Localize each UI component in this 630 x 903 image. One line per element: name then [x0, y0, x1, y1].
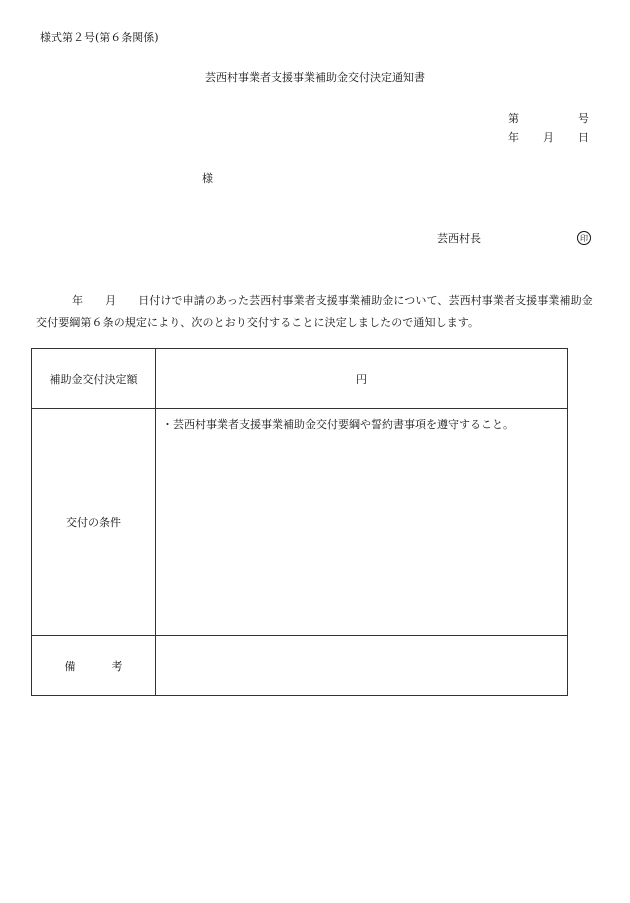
amount-value-cell: [156, 349, 568, 409]
conditions-label: 交付の条件: [32, 409, 156, 636]
body-month-label: 月: [105, 294, 117, 307]
body-text: 日付けで申請のあった芸西村事業者支援事業補助金について、芸西村事業者支援事業補助金交付要綱第６条の規定により、次のとおり交付することに決定しましたので通知します。: [36, 294, 593, 329]
amount-unit: 円: [356, 372, 367, 386]
conditions-text: ・芸西村事業者支援事業補助金交付要綱や誓約書事項を遵守すること。: [156, 409, 568, 636]
seal-icon: 印: [577, 231, 591, 245]
document-number-suffix: 号: [578, 112, 589, 125]
body-year-label: 年: [72, 294, 84, 307]
amount-label: 補助金交付決定額: [32, 349, 156, 409]
recipient-honorific: 様: [202, 172, 213, 185]
table-row-conditions: [32, 409, 568, 636]
table-row-remarks: [32, 636, 568, 696]
remarks-value: [156, 636, 568, 696]
date-day-label: 日: [578, 131, 589, 144]
document-number-prefix: 第: [508, 112, 519, 125]
notice-body: [36, 290, 596, 334]
date-year-label: 年: [508, 131, 519, 144]
date-month-label: 月: [543, 131, 554, 144]
remarks-label-1: 備: [64, 659, 76, 673]
table-row-amount: [32, 349, 568, 409]
issuer-name: 芸西村長: [437, 232, 481, 245]
form-label: 様式第２号(第６条関係): [40, 31, 159, 44]
remarks-label-2: 考: [111, 659, 123, 673]
document-title: 芸西村事業者支援事業補助金交付決定通知書: [205, 71, 425, 84]
remarks-label: [32, 636, 156, 696]
grant-decision-table: [31, 348, 568, 696]
